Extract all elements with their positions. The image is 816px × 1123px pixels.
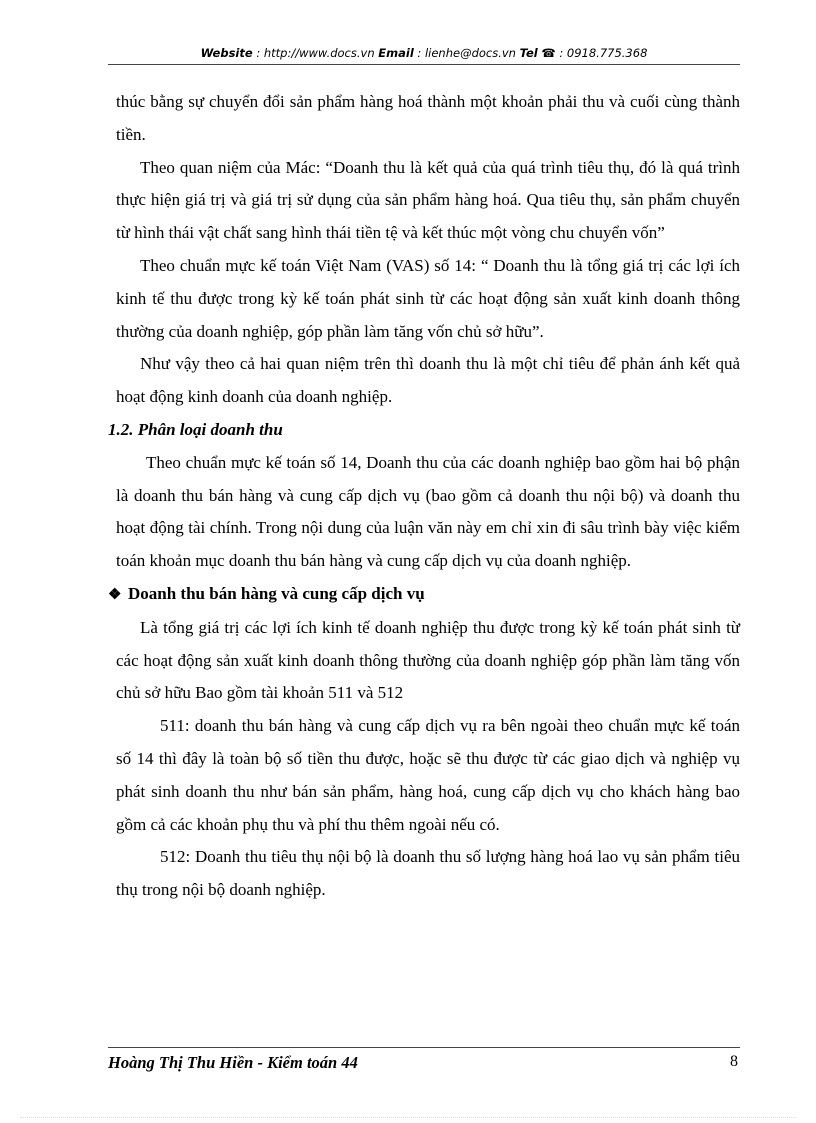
paragraph-7: 511: doanh thu bán hàng và cung cấp dịch vụ ra bên ngoài theo chuẩn mực kế toán số 14 thì đây là toàn bộ số tiền thu được, hoặc sẽ thu được từ các giao dịch và nghiệp vụ phát sinh doanh thu như bán sản phẩm, hàng hoá, cung cấp dịch vụ cho khách hàng bao gồm cả các khoản phụ thu và phí thu thêm ngoài nếu có.: [116, 716, 740, 834]
footer-divider: [108, 1047, 740, 1048]
email-label: Email: [378, 46, 414, 60]
page-edge-dots: [20, 1117, 796, 1118]
page-header: [108, 46, 740, 60]
website-value: : http://www.docs.vn: [252, 46, 379, 60]
bullet-heading: [108, 578, 740, 612]
paragraph-3: Theo chuẩn mực kế toán Việt Nam (VAS) số 14: “ Doanh thu là tổng giá trị các lợi ích kinh tế thu được trong kỳ kế toán phát sinh từ các hoạt động sản xuất kinh doanh thông thường của doanh nghiệp, góp phần làm tăng vốn chủ sở hữu”.: [116, 255, 740, 341]
document-body: [108, 86, 740, 907]
diamond-bullet-icon: ❖: [108, 586, 122, 603]
paragraph-5: Theo chuẩn mực kế toán số 14, Doanh thu của các doanh nghiệp bao gồm hai bộ phận là doanh thu bán hàng và cung cấp dịch vụ (bao gồm cả doanh thu nội bộ) và doanh thu hoạt động tài chính. Trong nội dung của luận văn này em chỉ xin đi sâu trình bày việc kiểm toán khoản mục doanh thu bán hàng và cung cấp dịch vụ của doanh nghiệp.: [116, 452, 740, 571]
paragraph-4: Như vậy theo cả hai quan niệm trên thì doanh thu là một chỉ tiêu để phản ánh kết quả hoạt động kinh doanh của doanh nghiệp.: [116, 354, 740, 407]
phone-icon: ☎: [541, 46, 556, 60]
paragraph-6: Là tổng giá trị các lợi ích kinh tế doanh nghiệp thu được trong kỳ kế toán phát sinh từ các hoạt động sản xuất kinh doanh thông thường của doanh nghiệp góp phần làm tăng vốn chủ sở hữu Bao gồm tài khoản 511 và 512: [116, 617, 740, 703]
paragraph-8: 512: Doanh thu tiêu thụ nội bộ là doanh thu số lượng hàng hoá lao vụ sản phẩm tiêu thụ trong nội bộ doanh nghiệp.: [116, 847, 740, 900]
footer-author: Hoàng Thị Thu Hiền - Kiểm toán 44: [108, 1053, 358, 1072]
tel-label: Tel: [519, 46, 538, 60]
website-label: Website: [200, 46, 253, 60]
tel-value: : 0918.775.368: [555, 46, 648, 60]
bullet-heading-text: Doanh thu bán hàng và cung cấp dịch vụ: [128, 583, 425, 603]
section-heading-1-2: 1.2. Phân loại doanh thu: [108, 419, 283, 439]
paragraph-1: thúc bằng sự chuyển đổi sản phẩm hàng hoá thành một khoản phải thu và cuối cùng thành tiền.: [116, 92, 740, 144]
header-divider: [108, 64, 740, 65]
page-number: 8: [730, 1053, 738, 1070]
email-value: : lienhe@docs.vn: [413, 46, 520, 60]
paragraph-2: Theo quan niệm của Mác: “Doanh thu là kết quả của quá trình tiêu thụ, đó là quá trình thực hiện giá trị và giá trị sử dụng của sản phẩm hàng hoá. Qua tiêu thụ, sản phẩm chuyển từ hình thái vật chất sang hình thái tiền tệ và kết thúc một vòng chu chuyển vốn”: [116, 157, 740, 243]
